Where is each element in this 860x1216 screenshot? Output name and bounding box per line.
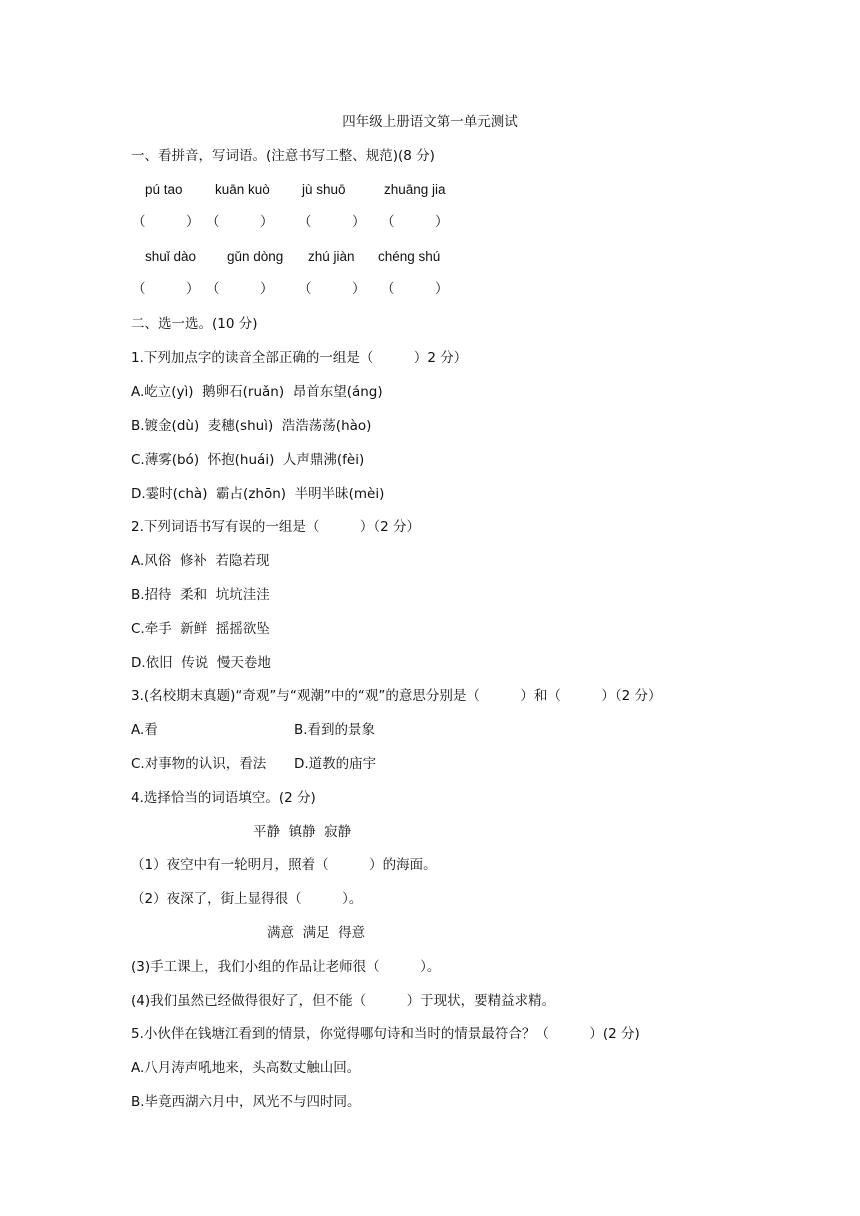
pinyin-kuankuo: kuān kuò: [215, 182, 270, 197]
document-title: 四年级上册语文第一单元测试: [342, 114, 518, 130]
word-bank-1: 平静 镇静 寂静: [253, 824, 352, 840]
answer-blank[interactable]: （ ）: [206, 281, 274, 297]
answer-blank[interactable]: （ ）: [298, 214, 366, 230]
pinyin-putao: pú tao: [145, 182, 183, 197]
question-3-option-a[interactable]: A.看: [131, 722, 158, 738]
question-2-stem: 2.下列词语书写有误的一组是（ ）（2 分）: [131, 519, 421, 535]
pinyin-gundong: gǔn dòng: [227, 249, 284, 264]
answer-blank[interactable]: （ ）: [132, 214, 200, 230]
question-2-option-b[interactable]: B.招待 柔和 坑坑洼洼: [131, 587, 270, 603]
question-4-item-2: （2）夜深了，街上显得很（ ）。: [131, 891, 363, 907]
answer-blank[interactable]: （ ）: [381, 281, 449, 297]
answer-blank[interactable]: （ ）: [206, 214, 274, 230]
question-3-stem: 3.(名校期末真题)“奇观”与“观潮”中的“观”的意思分别是（ ）和（ ）（2 分）: [131, 688, 662, 704]
pinyin-zhuangjia: zhuāng jia: [384, 182, 446, 197]
question-1-option-a[interactable]: A.屹立(yì) 鹅卵石(ruǎn) 昂首东望(áng): [131, 384, 383, 400]
question-4-stem: 4.选择恰当的词语填空。(2 分): [131, 790, 316, 806]
question-3-option-d[interactable]: D.道教的庙宇: [294, 756, 377, 772]
question-4-item-1: （1）夜空中有一轮明月，照着（ ）的海面。: [131, 857, 437, 873]
pinyin-chengshu: chéng shú: [378, 249, 441, 264]
answer-blank[interactable]: （ ）: [381, 214, 449, 230]
pinyin-zhujian: zhú jiàn: [308, 249, 355, 264]
question-2-option-a[interactable]: A.风俗 修补 若隐若现: [131, 553, 270, 569]
pinyin-shuidao: shuǐ dào: [145, 249, 197, 264]
question-5-option-a[interactable]: A.八月涛声吼地来，头高数丈触山回。: [131, 1060, 361, 1076]
question-5-stem: 5.小伙伴在钱塘江看到的情景，你觉得哪句诗和当时的情景最符合？（ ）(2 分): [131, 1026, 640, 1042]
pinyin-jushuo: jù shuō: [302, 182, 346, 197]
section2-heading: 二、选一选。(10 分): [131, 316, 258, 332]
section1-heading: 一、看拼音，写词语。(注意书写工整、规范)(8 分): [131, 148, 435, 164]
question-4-item-4: (4)我们虽然已经做得很好了，但不能（ ）于现状，要精益求精。: [131, 993, 556, 1009]
question-1-option-d[interactable]: D.霎时(chà) 霸占(zhōn) 半明半昧(mèi): [131, 486, 385, 502]
question-1-option-b[interactable]: B.镀金(dù) 麦穗(shuì) 浩浩荡荡(hào): [131, 418, 372, 434]
answer-blank[interactable]: （ ）: [132, 281, 200, 297]
answer-blank[interactable]: （ ）: [298, 281, 366, 297]
question-2-option-d[interactable]: D.依旧 传说 慢天卷地: [131, 655, 271, 671]
question-1-stem: 1.下列加点字的读音全部正确的一组是（ ）2 分）: [131, 350, 468, 366]
question-5-option-b[interactable]: B.毕竟西湖六月中，风光不与四时同。: [131, 1094, 361, 1110]
question-3-option-b[interactable]: B.看到的景象: [294, 722, 376, 738]
word-bank-2: 满意 满足 得意: [267, 925, 366, 941]
question-3-option-c[interactable]: C.对事物的认识，看法: [131, 756, 267, 772]
question-1-option-c[interactable]: C.薄雾(bó) 怀抱(huái) 人声鼎沸(fèi): [131, 452, 365, 468]
question-4-item-3: (3)手工课上，我们小组的作品让老师很（ ）。: [131, 959, 441, 975]
question-2-option-c[interactable]: C.牵手 新鲜 摇摇欲坠: [131, 621, 270, 637]
